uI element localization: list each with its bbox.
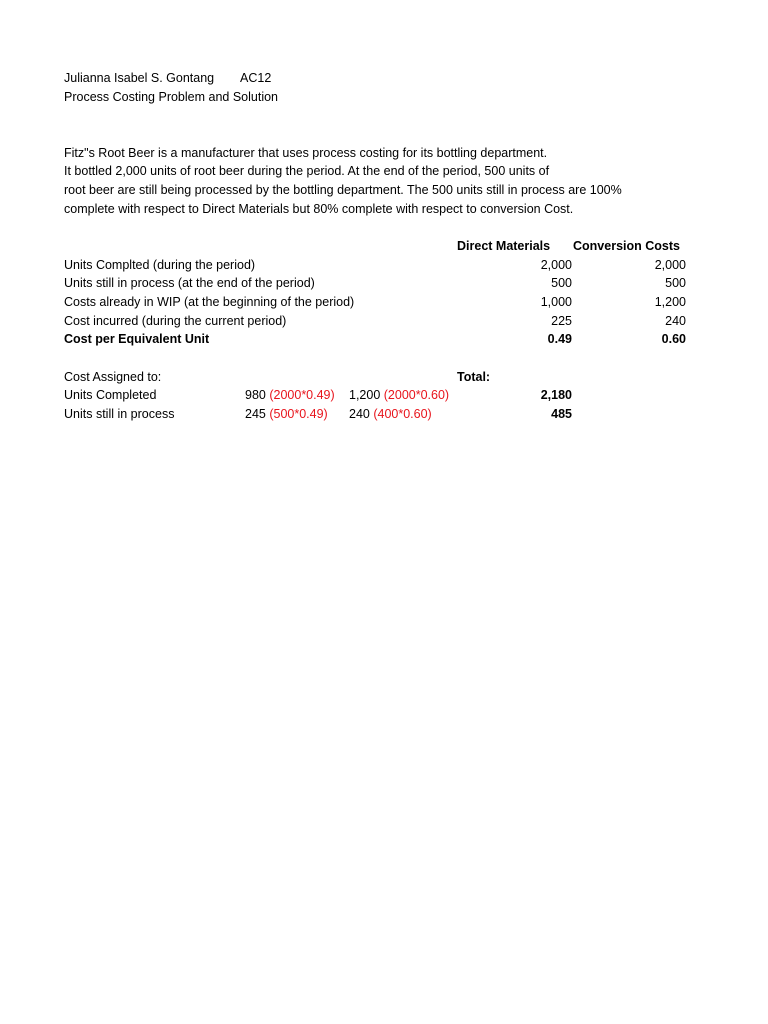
header-conversion-costs: Conversion Costs <box>573 239 680 253</box>
document-subtitle: Process Costing Problem and Solution <box>64 90 279 104</box>
row-dm-costs-in-wip: 1,000 <box>540 295 572 309</box>
assign-total-units-completed: 2,180 <box>540 388 572 402</box>
author-name: Julianna Isabel S. Gontang <box>64 71 215 85</box>
row-label-cost-incurred: Cost incurred (during the current period) <box>64 314 287 328</box>
assign-cc-units-completed <box>349 387 449 403</box>
section-code: AC12 <box>240 71 272 85</box>
assignment-total-label: Total: <box>457 370 491 384</box>
assign-dm-units-completed <box>245 387 335 403</box>
assign-label-units-in-process: Units still in process <box>64 407 175 421</box>
assign-cc-formula: (400*0.60) <box>373 407 432 421</box>
header-direct-materials: Direct Materials <box>457 239 551 253</box>
assign-cc-value: 1,200 <box>349 388 381 402</box>
assign-dm-formula: (500*0.49) <box>269 407 328 421</box>
row-label-cost-per-eu: Cost per Equivalent Unit <box>64 332 210 346</box>
row-cc-costs-in-wip: 1,200 <box>654 295 686 309</box>
assign-cc-formula: (2000*0.60) <box>383 388 450 402</box>
assign-label-units-completed: Units Completed <box>64 388 157 402</box>
problem-line-2: It bottled 2,000 units of root beer during the period. At the end of the period, 500 units of <box>64 164 550 178</box>
assign-cc-units-in-process <box>349 406 432 422</box>
row-cc-units-in-process: 500 <box>665 276 686 290</box>
problem-line-3: root beer are still being processed by the bottling department. The 500 units still in process are 100% <box>64 183 622 197</box>
assign-dm-value: 980 <box>245 388 266 402</box>
row-label-units-completed: Units Complted (during the period) <box>64 258 256 272</box>
problem-line-1: Fitz"s Root Beer is a manufacturer that uses process costing for its bottling department. <box>64 146 548 160</box>
row-dm-cost-incurred: 225 <box>551 314 572 328</box>
assign-dm-units-in-process <box>245 406 328 422</box>
assign-dm-value: 245 <box>245 407 266 421</box>
row-dm-units-in-process: 500 <box>551 276 572 290</box>
row-label-units-in-process: Units still in process (at the end of the period) <box>64 276 315 290</box>
row-cc-cost-per-eu: 0.60 <box>661 332 686 346</box>
row-dm-units-completed: 2,000 <box>540 258 572 272</box>
row-dm-cost-per-eu: 0.49 <box>547 332 572 346</box>
assign-total-units-in-process: 485 <box>551 407 572 421</box>
problem-line-4: complete with respect to Direct Materials but 80% complete with respect to conversion Cost. <box>64 202 574 216</box>
assignment-heading: Cost Assigned to: <box>64 370 162 384</box>
row-label-costs-in-wip: Costs already in WIP (at the beginning of the period) <box>64 295 355 309</box>
row-cc-cost-incurred: 240 <box>665 314 686 328</box>
row-cc-units-completed: 2,000 <box>654 258 686 272</box>
assign-dm-formula: (2000*0.49) <box>269 388 335 402</box>
assign-cc-value: 240 <box>349 407 370 421</box>
